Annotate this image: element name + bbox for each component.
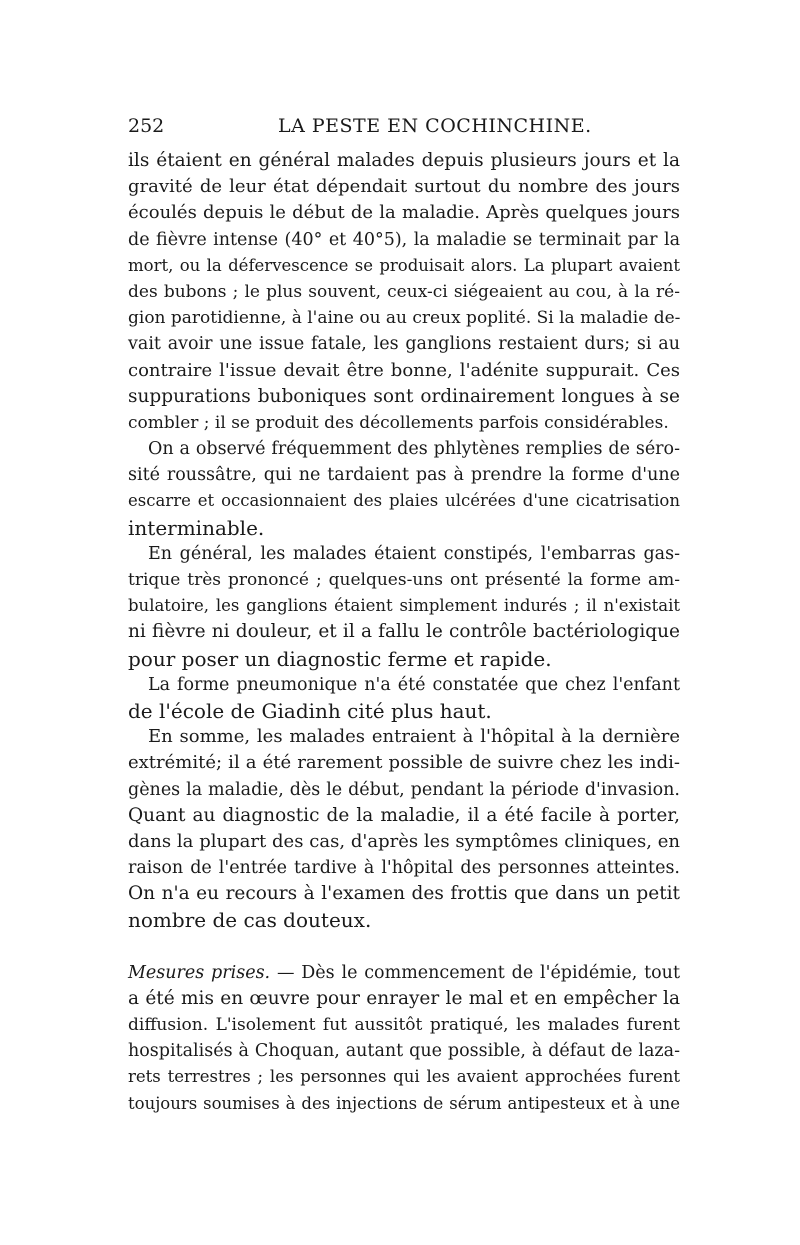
section-first-line <box>128 960 680 986</box>
section-heading-rest: — Dès le commencement de l'épidémie, tout <box>270 962 680 983</box>
section-heading: Mesures prises. <box>128 962 271 983</box>
text-line: vait avoir une issue fatale, les ganglions restaient durs; si au <box>128 334 680 355</box>
text-line: Quant au diagnostic de la maladie, il a été facile à porter, <box>128 804 680 826</box>
text-line: extrémité; il a été rarement possible de suivre chez les indi- <box>128 752 680 774</box>
section-gap <box>128 934 680 960</box>
text-line: hospitalisés à Choquan, autant que possible, à défaut de laza- <box>128 1041 680 1062</box>
text-line: bulatoire, les ganglions étaient simplement indurés ; il n'existait <box>128 596 680 616</box>
text-line: En général, les malades étaient constipés, l'embarras gas- <box>148 543 680 564</box>
body-text <box>128 148 680 1117</box>
page-number: 252 <box>128 115 165 137</box>
text-line: raison de l'entrée tardive à l'hôpital des personnes atteintes. <box>128 858 680 879</box>
text-line: gènes la maladie, dès le début, pendant la période d'invasion. <box>128 779 680 800</box>
text-line: ni fièvre ni douleur, et il a fallu le contrôle bactériologique <box>128 621 680 643</box>
text-line: pour poser un diagnostic ferme et rapide. <box>128 646 552 671</box>
text-line: En somme, les malades entraient à l'hôpital à la dernière <box>148 726 680 748</box>
text-line: escarre et occasionnaient des plaies ulcérées d'une cicatrisation <box>128 491 680 511</box>
text-line: La forme pneumonique n'a été constatée que chez l'enfant <box>148 674 680 695</box>
text-line: rets terrestres ; les personnes qui les avaient approchées furent <box>128 1067 680 1087</box>
text-line: trique très prononcé ; quelques-uns ont présenté la forme am- <box>128 570 680 590</box>
text-line: écoulés depuis le début de la maladie. Après quelques jours <box>128 202 680 224</box>
text-line: On a observé fréquemment des phlytènes remplies de séro- <box>148 439 680 460</box>
text-line: sité roussâtre, qui ne tardaient pas à prendre la forme d'une <box>128 465 680 486</box>
text-line: combler ; il se produit des décollements parfois considérables. <box>128 412 669 433</box>
text-line: ils étaient en général malades depuis plusieurs jours et la <box>128 150 680 171</box>
text-line: gravité de leur état dépendait surtout du nombre des jours <box>128 176 680 198</box>
text-line: mort, ou la défervescence se produisait alors. La plupart avaient <box>128 255 680 275</box>
text-line: toujours soumises à des injections de sérum antipesteux et à une <box>128 1093 680 1113</box>
text-line: contraire l'issue devait être bonne, l'adénite suppurait. Ces <box>128 359 680 381</box>
text-line: de fièvre intense (40° et 40°5), la maladie se terminait par la <box>128 229 680 250</box>
text-line: On n'a eu recours à l'examen des frottis que dans un petit <box>128 883 680 905</box>
text-line: de l'école de Giadinh cité plus haut. <box>128 698 492 723</box>
text-line: suppurations buboniques sont ordinairement longues à se <box>128 385 680 407</box>
running-head <box>128 112 680 140</box>
text-line: dans la plupart des cas, d'après les symptômes cliniques, en <box>128 830 680 852</box>
text-line: nombre de cas douteux. <box>128 908 372 933</box>
text-line: des bubons ; le plus souvent, ceux-ci siégeaient au cou, à la ré- <box>128 281 680 302</box>
text-line: a été mis en œuvre pour enrayer le mal et en empêcher la <box>128 987 680 1009</box>
running-title: LA PESTE EN COCHINCHINE. <box>278 115 592 137</box>
text-line: diffusion. L'isolement fut aussitôt pratiqué, les malades furent <box>128 1015 680 1035</box>
text-line: interminable. <box>128 515 265 540</box>
text-line: gion parotidienne, à l'aine ou au creux poplité. Si la maladie de- <box>128 308 681 329</box>
